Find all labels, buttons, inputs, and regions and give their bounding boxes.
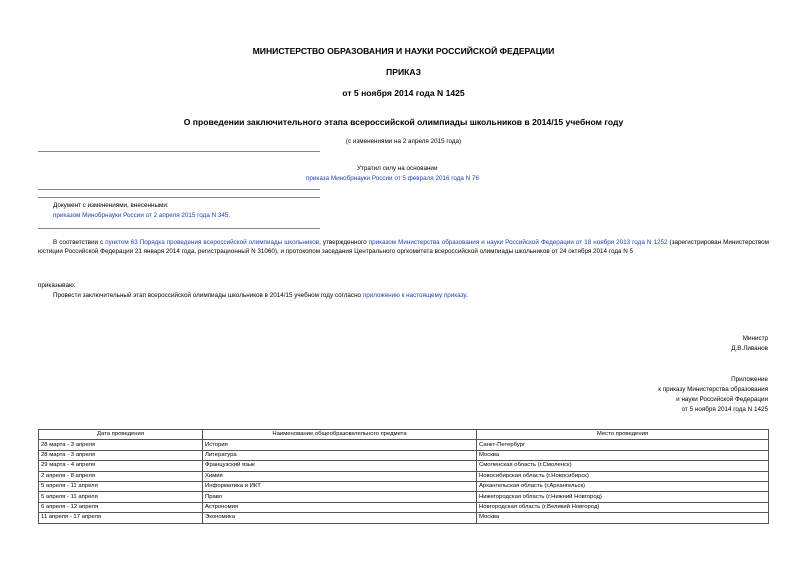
- divider: [38, 151, 320, 152]
- amendments-note: (с изменениями на 2 апреля 2015 года): [345, 138, 462, 145]
- column-header-date: Дата проведения: [39, 430, 203, 440]
- order-1252-link[interactable]: приказом Министерства образования и науки Российской Федерации от 18 ноября 2013 года N 1252: [368, 239, 668, 246]
- lost-force-link[interactable]: приказа Минобрнауки России от 5 февраля 2016 года N 76: [306, 175, 479, 182]
- signature-name: Д.В.Ливанов: [731, 345, 768, 352]
- cell-location: Архангельская область (г.Архангельск): [477, 481, 769, 491]
- preamble-text: , утвержденного: [319, 239, 369, 246]
- lost-force-text: Утратил силу на основании: [357, 165, 438, 172]
- cell-subject: История: [203, 440, 477, 450]
- table-row: [39, 471, 769, 481]
- preamble-text: (зарегистрирован Министерством юстиции Российской Федерации 21 января 2014 года, регистрационный N 31060), и протоколом заседания Центрального оргкомитета всероссийской олимпиады школьников от 24 октября 2014 года N 5: [38, 239, 769, 255]
- cell-location: Москва: [477, 513, 769, 523]
- ministry-heading: МИНИСТЕРСТВО ОБРАЗОВАНИЯ И НАУКИ РОССИЙСКОЙ ФЕДЕРАЦИИ: [252, 46, 555, 56]
- cell-subject: Астрономия: [203, 502, 477, 512]
- cell-subject: Право: [203, 492, 477, 502]
- column-header-subject: Наименование общеобразовательного предмета: [203, 430, 477, 440]
- cell-subject: Литература: [203, 450, 477, 460]
- doc-date-number: от 5 ноября 2014 года N 1425: [342, 88, 465, 98]
- cell-date: 5 апреля - 11 апреля: [39, 481, 203, 491]
- divider: [38, 197, 320, 198]
- order-text: .: [465, 292, 468, 299]
- cell-subject: Информатика и ИКТ: [203, 481, 477, 491]
- appendix-title: Приложение: [731, 376, 768, 383]
- preamble-text: В соответствии с: [53, 239, 106, 246]
- order-word: приказываю:: [38, 282, 76, 289]
- order-text: Провести заключительный этап всероссийской олимпиады школьников в 2014/15 учебном году согласно: [53, 292, 363, 299]
- cell-date: 5 апреля - 11 апреля: [39, 492, 203, 502]
- signature-position: Министр: [742, 335, 768, 342]
- table-header-row: [39, 430, 769, 440]
- table-row: [39, 513, 769, 523]
- cell-date: 28 марта - 3 апреля: [39, 450, 203, 460]
- cell-location: Новосибирская область (г.Новосибирск): [477, 471, 769, 481]
- order-paragraph: [53, 291, 468, 300]
- cell-date: 28 марта - 3 апреля: [39, 440, 203, 450]
- appendix-line: от 5 ноября 2014 года N 1425: [681, 406, 768, 413]
- preamble-paragraph: [38, 238, 769, 256]
- cell-location: Санкт-Петербург: [477, 440, 769, 450]
- table-row: [39, 440, 769, 450]
- cell-date: 11 апреля - 17 апреля: [39, 513, 203, 523]
- doc-type-heading: ПРИКАЗ: [386, 67, 421, 77]
- cell-location: Москва: [477, 450, 769, 460]
- cell-subject: Французский язык: [203, 461, 477, 471]
- appendix-link[interactable]: приложению к настоящему приказу: [362, 292, 466, 299]
- table-row: [39, 461, 769, 471]
- cell-date: 29 марта - 4 апреля: [39, 461, 203, 471]
- doc-title: О проведении заключительного этапа всероссийской олимпиады школьников в 2014/15 учебном году: [183, 117, 624, 127]
- cell-subject: Экономика: [203, 513, 477, 523]
- divider: [38, 189, 320, 190]
- table-row: [39, 450, 769, 460]
- column-header-location: Место проведения: [477, 430, 769, 440]
- cell-location: Нижегородская область (г.Нижний Новгород): [477, 492, 769, 502]
- divider: [38, 228, 320, 229]
- appendix-line: и науки Российской Федерации: [676, 396, 768, 403]
- table-row: [39, 502, 769, 512]
- table-row: [39, 481, 769, 491]
- changes-label: Документ с изменениями, внесенными:: [53, 202, 169, 209]
- cell-subject: Химия: [203, 471, 477, 481]
- cell-location: Смоленская область (г.Смоленск): [477, 461, 769, 471]
- procedure-link[interactable]: пунктом 63 Порядка проведения всероссийской олимпиады школьников: [105, 239, 320, 246]
- table-row: [39, 492, 769, 502]
- cell-date: 2 апреля - 8 апреля: [39, 471, 203, 481]
- changes-link[interactable]: приказом Минобрнауки России от 2 апреля 2015 года N 345.: [53, 212, 231, 219]
- appendix-line: к приказу Министерства образования: [658, 386, 768, 393]
- olympiad-schedule-table: [38, 429, 769, 524]
- cell-location: Новгородская область (г.Великий Новгород): [477, 502, 769, 512]
- cell-date: 6 апреля - 12 апреля: [39, 502, 203, 512]
